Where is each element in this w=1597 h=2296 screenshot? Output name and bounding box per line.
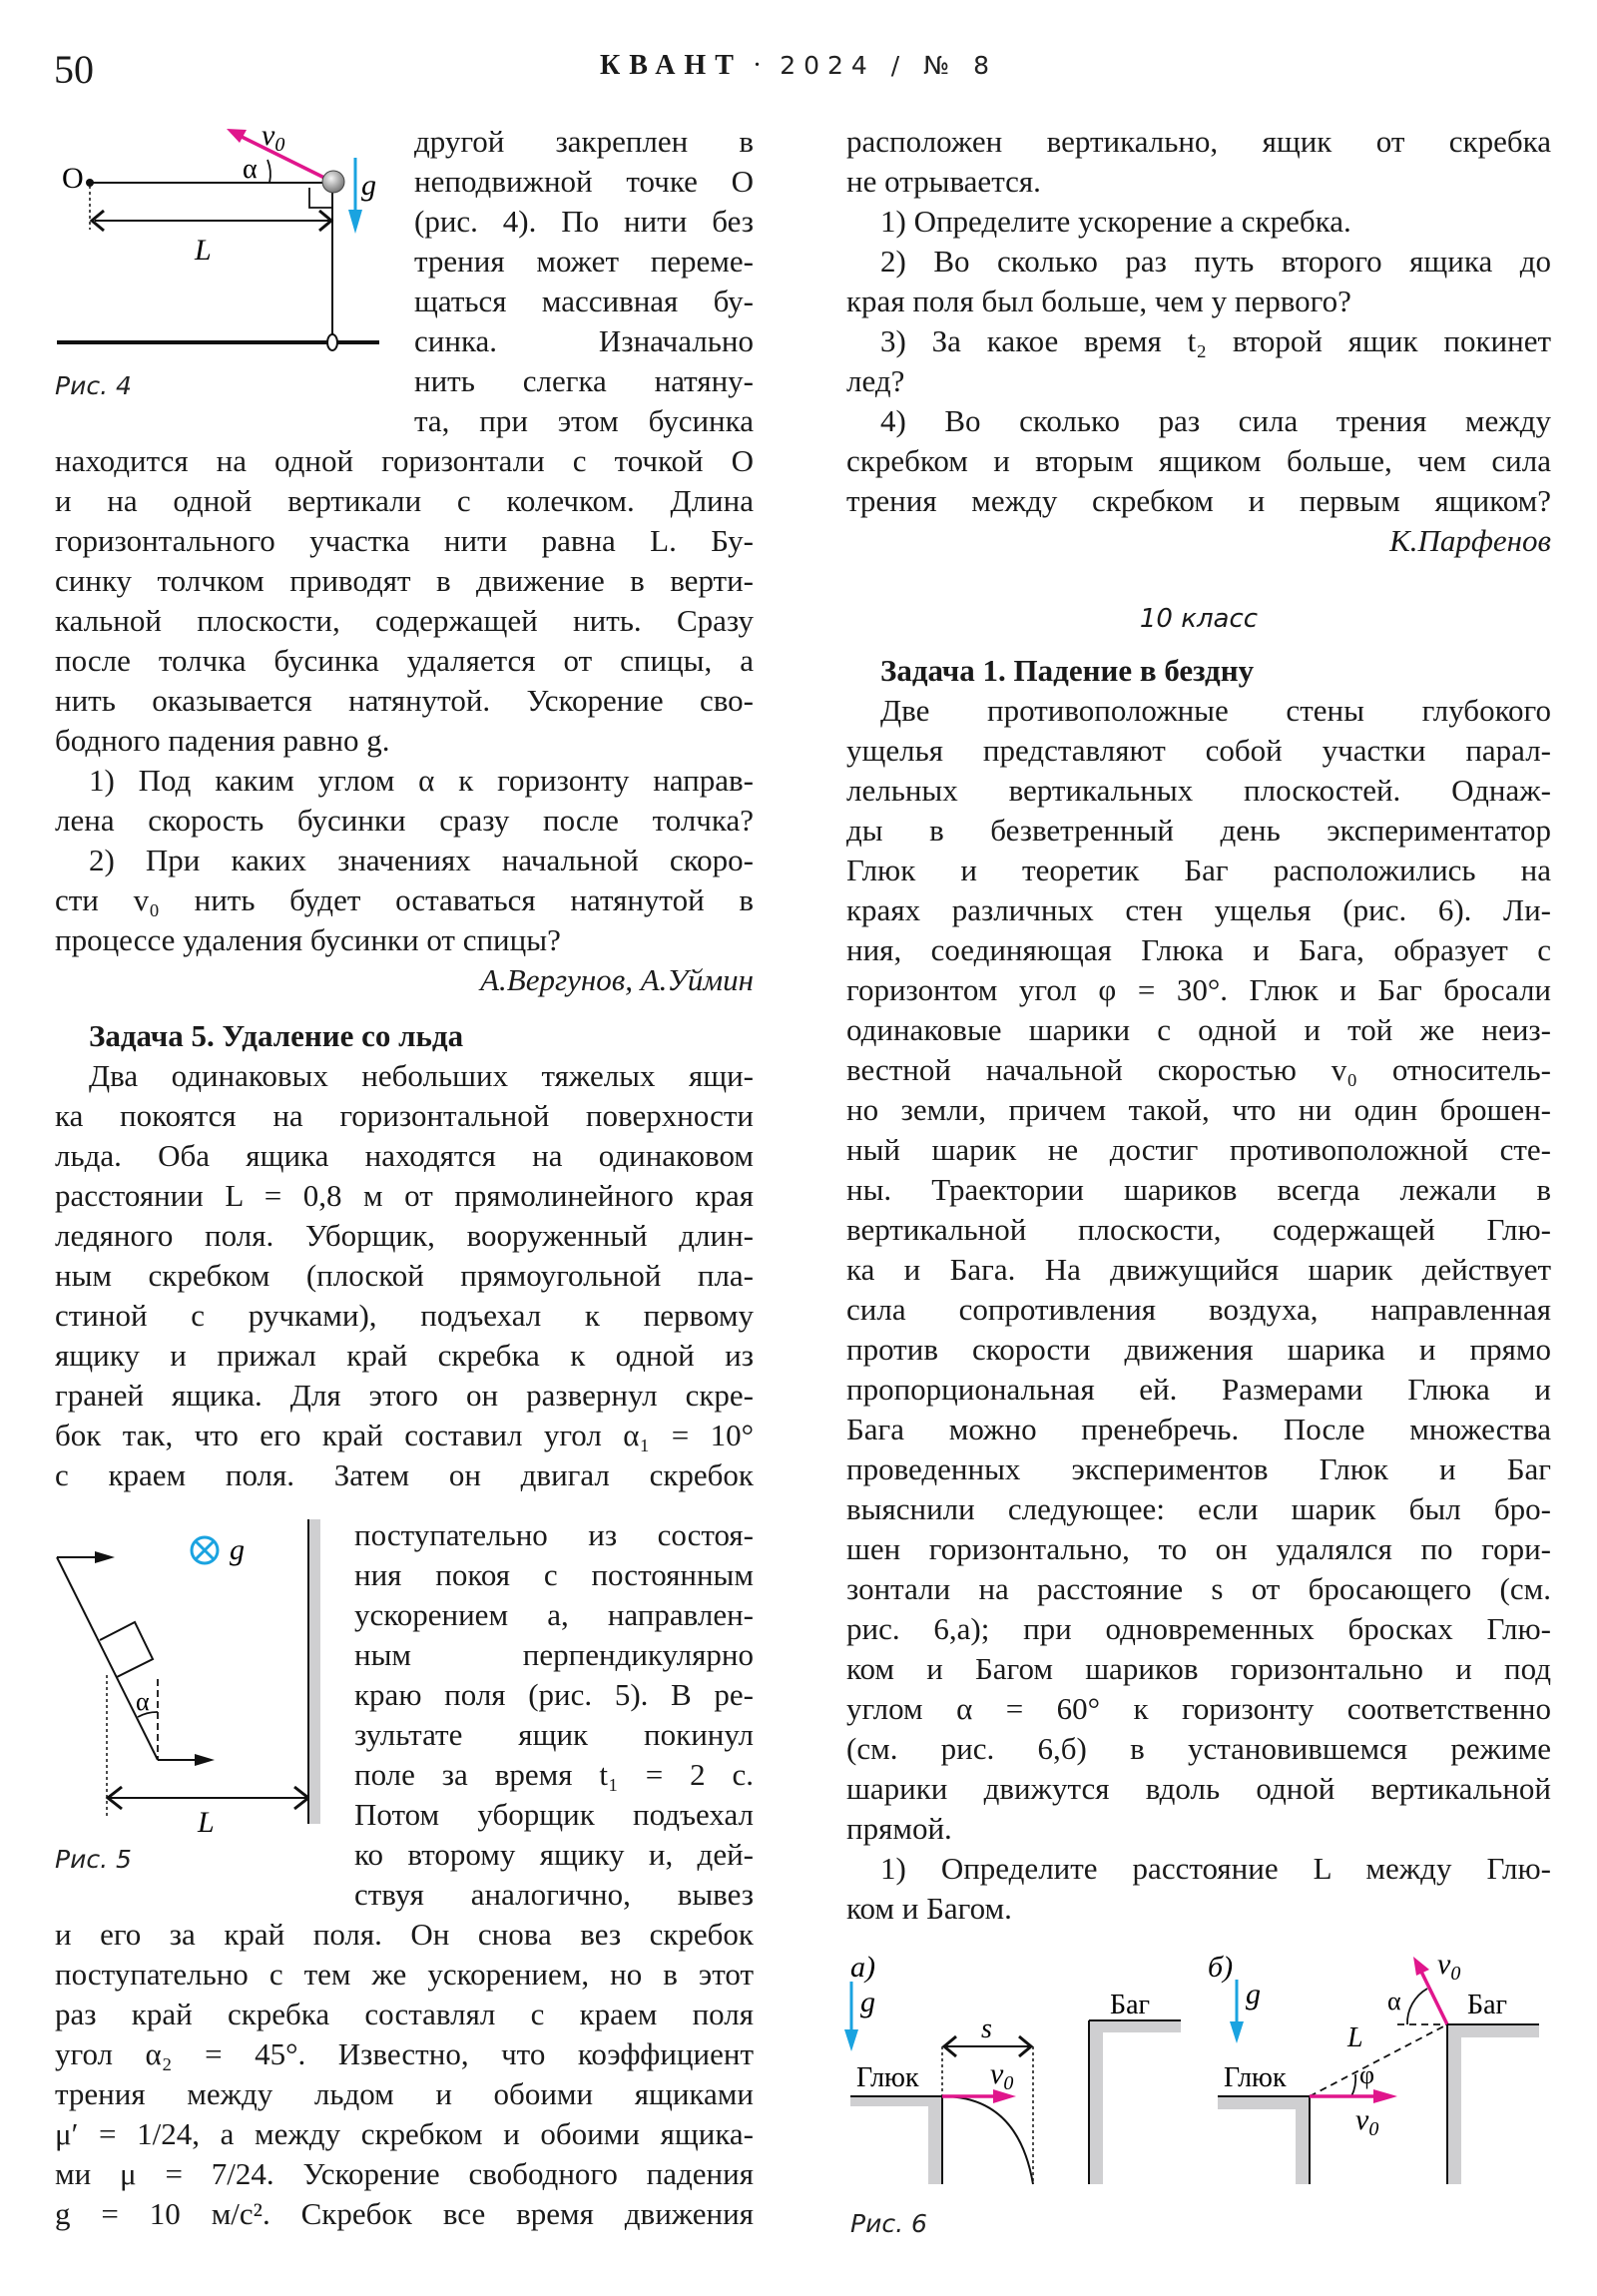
text-line: стиной с ручками), подъехал к первому: [55, 1298, 754, 1333]
text-line: ным перпендикулярно: [354, 1637, 754, 1672]
text-line: шарики движутся вдоль одной вертикальной: [846, 1771, 1551, 1806]
question-2: края поля был больше, чем у первого?: [846, 284, 1351, 318]
question-3: 3) За какое время t₂ второй ящик покинет: [880, 323, 1551, 358]
text-line: ния, соединяющая Глюка и Бага, образует с: [846, 932, 1551, 967]
text-line: ка покоятся на горизонтальной поверхности: [55, 1098, 754, 1133]
question-1: 1) Определите ускорение a скребка.: [880, 204, 1351, 239]
text-line: синку толчком приводят в движение в верти-: [55, 563, 754, 598]
label-g-a: g: [860, 1986, 875, 2018]
text-line: ный шарик не достиг противоположной сте-: [846, 1132, 1551, 1167]
text-line: выяснили следующее: если шарик был бро-: [846, 1491, 1551, 1526]
text-line: ны. Траектории шариков всегда лежали в: [846, 1172, 1551, 1207]
label-g: g: [230, 1533, 245, 1566]
text-line: ным скребком (плоской прямоугольной пла-: [55, 1258, 754, 1293]
text-line: g = 10 м/с². Скребок все время движения: [55, 2196, 754, 2231]
text-line: ускорением a, направлен-: [354, 1597, 754, 1632]
text-line: раз край скребка составлял с краем поля: [55, 1997, 754, 2031]
label-bag-b: Баг: [1467, 1990, 1507, 2020]
text-line: одинаковые шарики с одной и той же неиз-: [846, 1012, 1551, 1047]
text-line: Бага можно пренебречь. После множества: [846, 1412, 1551, 1446]
text-line: не отрывается.: [846, 164, 1041, 199]
text-line: поступательно из состоя-: [354, 1517, 754, 1552]
figure-6: [838, 1952, 1577, 2211]
text-line: краях различных стен ущелья (рис. 6). Ли-: [846, 892, 1551, 927]
text-line: μ′ = 1/24, а между скребком и обоими ящика-: [55, 2116, 754, 2151]
text-line: Потом уборщик подъехал: [354, 1797, 754, 1832]
label-alpha-b: α: [1387, 1987, 1401, 2015]
text-line: трения между льдом и обоими ящиками: [55, 2076, 754, 2111]
magazine-title: КВАНТ: [599, 50, 743, 81]
label-g: g: [361, 169, 376, 202]
text-line: сила сопротивления воздуха, направленная: [846, 1292, 1551, 1327]
text-line: и на одной вертикали с колечком. Длина: [55, 483, 754, 518]
question-3: лед?: [846, 363, 905, 398]
label-L: L: [195, 234, 212, 267]
header-separator: ·: [752, 50, 763, 81]
text-line: горизонтом угол φ = 30°. Глюк и Баг бросали: [846, 972, 1551, 1007]
left-beside-fig4: [414, 122, 754, 441]
label-v0-a: $v_0$: [990, 2057, 1014, 2094]
text-line: ми μ = 7/24. Ускорение свободного падения: [55, 2156, 754, 2191]
question-1: лена скорость бусинки сразу после толчка?: [55, 803, 754, 838]
label-alpha: α: [136, 1687, 150, 1716]
text-line: зультате ящик покинул: [354, 1717, 754, 1752]
task5-title: Задача 5. Удаление со льда: [89, 1018, 464, 1053]
text-line: ния покоя с постоянным: [354, 1557, 754, 1592]
question-1: 1) Определите расстояние L между Глю-: [880, 1851, 1551, 1886]
label-g-b: g: [1246, 1978, 1261, 2010]
grade-heading: 10 класс: [1139, 604, 1259, 634]
label-L-b: L: [1347, 2022, 1363, 2053]
question-4: трения между скребком и первым ящиком?: [846, 483, 1551, 518]
text-line: щаться массивная бу-: [414, 284, 754, 318]
label-gluk-a: Глюк: [856, 2062, 919, 2093]
text-line: (рис. 4). По нити без: [414, 204, 754, 239]
label-v0-b-upper: $v_0$: [1437, 1952, 1461, 1985]
label-O: O: [62, 162, 84, 195]
text-line: трения может переме-: [414, 244, 754, 279]
text-line: Глюк и теоретик Баг расположились на: [846, 853, 1551, 887]
page-number: 50: [54, 47, 94, 92]
text-line: проведенных экспериментов Глюк и Баг: [846, 1451, 1551, 1486]
text-line: нить оказывается натянутой. Ускорение сво-: [55, 683, 754, 718]
question-4: скребком и вторым ящиком больше, чем сила: [846, 443, 1551, 478]
label-phi: φ: [1359, 2060, 1375, 2089]
text-line: (см. рис. 6,б) в установившемся режиме: [846, 1731, 1551, 1766]
task5-block: [55, 1016, 754, 1495]
left-beside-fig5: [354, 1515, 754, 1915]
text-line: шен горизонтально, то он удалялся по гори-: [846, 1531, 1551, 1566]
author-credit: К.Парфенов: [1389, 523, 1551, 558]
question-2: 2) Во сколько раз путь второго ящика до: [880, 244, 1551, 279]
issue-number: 2024 / № 8: [780, 51, 997, 80]
text-line: бодного падения равно g.: [55, 723, 390, 758]
text-line: неподвижной точке O: [414, 164, 754, 199]
text-line: ящику и прижал край скребка к одной из: [55, 1338, 754, 1373]
text-line: краю поля (рис. 5). В ре-: [354, 1677, 754, 1712]
author-credit: А.Вергунов, А.Уймин: [480, 962, 754, 997]
text-line: бок так, что его край составил угол α₁ = 10°: [55, 1418, 754, 1452]
fig4-caption: Рис. 4: [55, 371, 132, 400]
panel-a-label: а): [850, 1952, 875, 1984]
text-line: с краем поля. Затем он двигал скребок: [55, 1457, 754, 1492]
text-line: нить слегка натяну-: [414, 363, 754, 398]
text-line: льда. Оба ящика находятся на одинаковом: [55, 1138, 754, 1173]
text-line: граней ящика. Для этого он развернул скре-: [55, 1378, 754, 1413]
text-line: ущелья представляют собой участки парал-: [846, 733, 1551, 768]
label-v0: $v_0$: [262, 119, 285, 156]
label-alpha: α: [243, 154, 258, 185]
text-line: ледяного поля. Уборщик, вооруженный длин-: [55, 1218, 754, 1253]
question-1: 1) Под каким углом α к горизонту направ-: [89, 763, 754, 798]
text-line: и его за край поля. Он снова вез скребок: [55, 1917, 754, 1952]
text-line: пропорциональная ей. Размерами Глюка и: [846, 1372, 1551, 1407]
text-line: но земли, причем такой, что ни один брошен-: [846, 1092, 1551, 1127]
task1-title: Задача 1. Падение в бездну: [880, 653, 1255, 688]
figure-4: [40, 110, 399, 409]
label-gluk-b: Глюк: [1224, 2062, 1287, 2093]
text-line: ствуя аналогично, вывез: [354, 1877, 754, 1912]
text-line: расстоянии L = 0,8 м от прямолинейного края: [55, 1178, 754, 1213]
text-line: против скорости движения шарика и прямо: [846, 1332, 1551, 1367]
question-1: ком и Багом.: [846, 1891, 1012, 1926]
left-paragraph-1: [55, 441, 754, 1000]
figure-5: [40, 1507, 339, 1837]
text-line: та, при этом бусинка: [414, 403, 754, 438]
task1-block: [846, 651, 1551, 1929]
text-line: синка. Изначально: [414, 323, 754, 358]
text-line: лельных вертикальных плоскостей. Однаж-: [846, 773, 1551, 808]
text-line: другой закреплен в: [414, 124, 754, 159]
question-2: процессе удаления бусинки от спицы?: [55, 922, 561, 957]
question-4: 4) Во сколько раз сила трения между: [880, 403, 1551, 438]
text-line: горизонтального участка нити равна L. Бу-: [55, 523, 754, 558]
text-line: находится на одной горизонтали с точкой O: [55, 443, 754, 478]
label-s: s: [981, 2013, 992, 2044]
text-line: ды в безветренный день экспериментатор: [846, 813, 1551, 848]
text-line: поступательно с тем же ускорением, но в этот: [55, 1957, 754, 1992]
label-bag-a: Баг: [1110, 1990, 1150, 2020]
text-line: ко второму ящику и, дей-: [354, 1837, 754, 1872]
text-line: углом α = 60° к горизонту соответственно: [846, 1691, 1551, 1726]
text-line: поле за время t₁ = 2 с.: [354, 1757, 754, 1792]
text-line: ка и Бага. На движущийся шарик действует: [846, 1252, 1551, 1287]
task5-continued: [55, 1915, 754, 2234]
text-line: зонтали на расстояние s от бросающего (см.: [846, 1571, 1551, 1606]
fig6-caption: Рис. 6: [850, 2209, 927, 2238]
text-line: угол α₂ = 45°. Известно, что коэффициент: [55, 2036, 754, 2071]
running-header: [0, 46, 1597, 86]
text-line: Два одинаковых небольших тяжелых ящи-: [89, 1058, 754, 1093]
label-v0-b-lower: $v_0$: [1355, 2103, 1379, 2140]
panel-b-label: б): [1208, 1952, 1234, 1984]
text-line: прямой.: [846, 1811, 952, 1846]
right-top-block: [846, 122, 1551, 561]
fig5-caption: Рис. 5: [55, 1845, 132, 1874]
text-line: ком и Багом шариков горизонтально и под: [846, 1651, 1551, 1686]
question-2: сти v₀ нить будет оставаться натянутой в: [55, 882, 754, 917]
text-line: Две противоположные стены глубокого: [880, 693, 1551, 728]
text-line: кальной плоскости, содержащей нить. Сразу: [55, 603, 754, 638]
text-line: рис. 6,а); при одновременных бросках Глю-: [846, 1611, 1551, 1646]
text-line: после толчка бусинка удаляется от спицы, а: [55, 643, 754, 678]
text-line: вертикальной плоскости, содержащей Глю-: [846, 1212, 1551, 1247]
text-line: вестной начальной скоростью v₀ относитель-: [846, 1052, 1551, 1087]
label-L: L: [198, 1806, 215, 1837]
question-2: 2) При каких значениях начальной скоро-: [89, 843, 754, 877]
text-line: расположен вертикально, ящик от скребка: [846, 124, 1551, 159]
